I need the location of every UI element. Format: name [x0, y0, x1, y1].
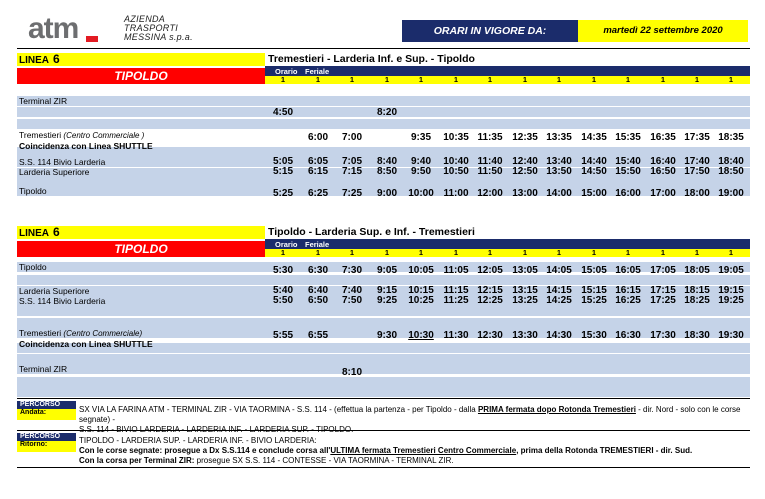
departure-time: 18:35 [718, 132, 744, 143]
column-number: 1 [349, 75, 355, 84]
departure-time: 18:15 [684, 285, 710, 296]
departure-time: 11:05 [443, 265, 469, 276]
column-number: 1 [522, 248, 528, 257]
atm-logo [28, 14, 123, 44]
stop-note: (Centro Commerciale ) [61, 131, 145, 140]
departure-time: 5:55 [272, 330, 293, 341]
stop-name [19, 96, 67, 106]
departure-time: 14:25 [546, 295, 572, 306]
feriale-label: Feriale [305, 67, 330, 76]
svg-text:atm: atm [28, 14, 79, 44]
column-number: 1 [556, 248, 562, 257]
departure-time: 13:35 [546, 132, 572, 143]
divider [17, 467, 750, 468]
departure-time: 11:40 [477, 156, 503, 167]
stop-name [19, 262, 47, 272]
departure-time: 12:15 [477, 285, 503, 296]
column-number: 1 [660, 75, 666, 84]
departure-time: 9:05 [376, 265, 397, 276]
departure-time: 7:50 [341, 295, 362, 306]
column-number: 1 [625, 248, 631, 257]
ritorno-label-box: PERCORSO Ritorno: [17, 433, 76, 452]
column-numbers [265, 76, 750, 84]
departure-time: 19:30 [718, 330, 744, 341]
departure-time: 14:35 [581, 132, 607, 143]
departure-time: 8:50 [376, 166, 397, 177]
departure-time: 17:25 [650, 295, 676, 306]
departure-time: 9:30 [376, 330, 397, 341]
divider [17, 430, 750, 431]
departure-time: 10:15 [408, 285, 434, 296]
column-number: 1 [487, 248, 493, 257]
departure-time: 17:15 [650, 285, 676, 296]
departure-time: 19:05 [718, 265, 744, 276]
departure-time: 18:40 [718, 156, 744, 167]
departure-time: 16:05 [615, 265, 641, 276]
departure-time: 5:15 [272, 166, 293, 177]
departure-time: 14:05 [546, 265, 572, 276]
departure-time: 11:25 [443, 295, 469, 306]
departure-time: 15:05 [581, 265, 607, 276]
departure-time: 9:35 [410, 132, 431, 143]
departure-time: 17:50 [684, 166, 710, 177]
stop-label: Tremestieri [19, 130, 62, 140]
departure-time: 16:00 [615, 188, 641, 199]
column-number: 1 [556, 75, 562, 84]
departure-time: 6:25 [307, 188, 328, 199]
departure-time: 9:50 [410, 166, 431, 177]
stop-name [19, 186, 47, 196]
departure-time: 5:40 [272, 285, 293, 296]
departure-time: 10:00 [408, 188, 434, 199]
row-band [17, 387, 750, 397]
departure-time: 18:50 [718, 166, 744, 177]
stop-name [19, 130, 144, 141]
column-numbers [265, 249, 750, 257]
departure-time: 13:05 [512, 265, 538, 276]
departure-time: 12:05 [477, 265, 503, 276]
departure-time: 18:05 [684, 265, 710, 276]
departure-time: 15:25 [581, 295, 607, 306]
column-number: 1 [728, 75, 734, 84]
departure-time: 5:25 [272, 188, 293, 199]
orario-header [265, 68, 750, 76]
departure-time: 10:35 [443, 132, 469, 143]
column-number: 1 [453, 75, 459, 84]
departure-time: 12:40 [512, 156, 538, 167]
company-name: AZIENDA TRASPORTI MESSINA s.p.a. [124, 14, 193, 42]
stop-label: Terminal ZIR [19, 364, 68, 374]
column-number: 1 [349, 248, 355, 257]
column-number: 1 [315, 248, 321, 257]
departure-time: 5:50 [272, 295, 293, 306]
orario-label: Orario [275, 67, 298, 76]
stop-name [19, 167, 89, 177]
feriale-label: Feriale [305, 240, 330, 249]
stop-label: S.S. 114 Bivio Larderia [19, 157, 106, 167]
departure-time: 11:50 [477, 166, 503, 177]
departure-time: 17:30 [650, 330, 676, 341]
departure-time: 12:30 [477, 330, 503, 341]
row-band [17, 354, 750, 364]
route-title: Tremestieri - Larderia Inf. e Sup. - Tipoldo [268, 53, 475, 65]
departure-time: 13:15 [512, 285, 538, 296]
divider [17, 398, 750, 399]
column-number: 1 [660, 248, 666, 257]
departure-time: 10:50 [443, 166, 469, 177]
departure-time: 13:30 [512, 330, 538, 341]
departure-time: 15:35 [615, 132, 641, 143]
departure-time: 16:15 [615, 285, 641, 296]
stop-name [19, 296, 105, 306]
departure-time: 6:55 [307, 330, 328, 341]
orari-label: ORARI IN VIGORE DA: [402, 20, 578, 42]
departure-time: 8:10 [341, 367, 362, 378]
stop-label: Terminal ZIR [19, 96, 68, 106]
column-number: 1 [384, 248, 390, 257]
row-band [17, 275, 750, 285]
column-number: 1 [728, 248, 734, 257]
departure-time: 18:25 [684, 295, 710, 306]
stop-name [19, 286, 89, 296]
stop-name [19, 364, 67, 374]
departure-time: 15:40 [615, 156, 641, 167]
departure-time: 11:35 [477, 132, 503, 143]
row-band [17, 377, 750, 387]
departure-time: 14:50 [581, 166, 607, 177]
departure-time: 10:30 [408, 330, 434, 341]
stop-label: Larderia Superiore [19, 167, 90, 177]
linea-text: LINEA [19, 55, 49, 66]
divider [17, 48, 750, 49]
linea-text: LINEA [19, 228, 49, 239]
departure-time: 8:20 [376, 107, 397, 118]
column-number: 1 [591, 248, 597, 257]
route-title: Tipoldo - Larderia Sup. e Inf. - Tremestieri [268, 226, 475, 238]
departure-time: 5:05 [272, 156, 293, 167]
orario-header [265, 241, 750, 249]
departure-time: 7:30 [341, 265, 362, 276]
departure-time: 15:15 [581, 285, 607, 296]
departure-time: 9:40 [410, 156, 431, 167]
departure-time: 11:30 [443, 330, 469, 341]
departure-time: 7:00 [341, 132, 362, 143]
column-number: 1 [453, 248, 459, 257]
andata-label-box: PERCORSO Andata: [17, 401, 76, 420]
departure-time: 19:25 [718, 295, 744, 306]
departure-time: 10:25 [408, 295, 434, 306]
departure-time: 9:15 [376, 285, 397, 296]
departure-time: 6:05 [307, 156, 328, 167]
stop-name [19, 328, 142, 339]
departure-time: 18:30 [684, 330, 710, 341]
linea-label [17, 226, 265, 239]
departure-time: 16:40 [650, 156, 676, 167]
departure-time: 15:50 [615, 166, 641, 177]
departure-time: 6:50 [307, 295, 328, 306]
departure-time: 12:00 [477, 188, 503, 199]
column-number: 1 [487, 75, 493, 84]
orario-label: Orario [275, 240, 298, 249]
destination-banner: TIPOLDO [17, 68, 265, 84]
column-number: 1 [418, 75, 424, 84]
departure-time: 14:30 [546, 330, 572, 341]
column-number: 1 [591, 75, 597, 84]
departure-time: 17:35 [684, 132, 710, 143]
departure-time: 11:15 [443, 285, 469, 296]
departure-time: 13:25 [512, 295, 538, 306]
departure-time: 13:00 [512, 188, 538, 199]
ritorno-text: TIPOLDO - LARDERIA SUP. - LARDERIA INF. - BIVIO LARDERIA: Con le corse segnate: prosegue a Dx S.S.114 e conclude corsa all'ULTIMA fermata Tremestieri Centro Commerciale, prima della Rotonda TREMESTIERI - dir. Sud. Con la corsa per Terminal ZIR: prosegue SX S.S. 114 - CONTESSE - VIA TAORMINA - TERMINAL ZIR. [79, 436, 693, 465]
row-band [17, 96, 750, 106]
column-number: 1 [315, 75, 321, 84]
departure-time: 12:35 [512, 132, 538, 143]
linea-number: 6 [53, 52, 60, 66]
departure-time: 13:50 [546, 166, 572, 177]
departure-time: 14:00 [546, 188, 572, 199]
column-number: 1 [384, 75, 390, 84]
departure-time: 7:25 [341, 188, 362, 199]
departure-time: 11:00 [443, 188, 469, 199]
departure-time: 7:15 [341, 166, 362, 177]
departure-time: 16:25 [615, 295, 641, 306]
column-number: 1 [694, 248, 700, 257]
column-number: 1 [280, 248, 286, 257]
stop-label: Tipoldo [19, 186, 47, 196]
departure-time: 13:40 [546, 156, 572, 167]
linea-number: 6 [53, 225, 60, 239]
departure-time: 6:15 [307, 166, 328, 177]
departure-time: 5:30 [272, 265, 293, 276]
departure-time: 9:25 [376, 295, 397, 306]
departure-time: 4:50 [272, 107, 293, 118]
shuttle-connection: Coincidenza con Linea SHUTTLE [19, 339, 153, 349]
departure-time: 15:30 [581, 330, 607, 341]
departure-time: 7:05 [341, 156, 362, 167]
row-band [17, 364, 750, 374]
stop-label: Larderia Superiore [19, 286, 90, 296]
row-band [17, 119, 750, 129]
departure-time: 9:00 [376, 188, 397, 199]
departure-time: 12:25 [477, 295, 503, 306]
stop-label: S.S. 114 Bivio Larderia [19, 296, 106, 306]
shuttle-connection: Coincidenza con Linea SHUTTLE [19, 141, 153, 151]
departure-time: 17:00 [650, 188, 676, 199]
row-band [17, 176, 750, 186]
departure-time: 16:35 [650, 132, 676, 143]
effective-date: martedì 22 settembre 2020 [578, 20, 748, 42]
column-number: 1 [625, 75, 631, 84]
destination-banner: TIPOLDO [17, 241, 265, 257]
stop-note: (Centro Commerciale) [61, 329, 143, 338]
departure-time: 19:00 [718, 188, 744, 199]
departure-time: 14:40 [581, 156, 607, 167]
departure-time: 16:50 [650, 166, 676, 177]
departure-time: 19:15 [718, 285, 744, 296]
column-number: 1 [418, 248, 424, 257]
stop-name [19, 157, 105, 167]
stop-label: Tremestieri [19, 328, 62, 338]
column-number: 1 [694, 75, 700, 84]
departure-time: 6:00 [307, 132, 328, 143]
stop-label: Tipoldo [19, 262, 47, 272]
departure-time: 10:05 [408, 265, 434, 276]
departure-time: 12:50 [512, 166, 538, 177]
departure-time: 18:00 [684, 188, 710, 199]
departure-time: 6:40 [307, 285, 328, 296]
departure-time: 10:40 [443, 156, 469, 167]
andata-text: SX VIA LA FARINA ATM - TERMINAL ZIR - VIA TAORMINA - S.S. 114 - (effettua la partenza - per Tipoldo - dalla PRIMA fermata dopo Rotonda Tremestieri - dir. Nord - solo con le corse segnate) - [79, 405, 741, 424]
departure-time: 17:40 [684, 156, 710, 167]
departure-time: 6:30 [307, 265, 328, 276]
row-band [17, 318, 750, 328]
column-number: 1 [522, 75, 528, 84]
linea-label [17, 53, 265, 66]
row-band [17, 306, 750, 316]
departure-time: 16:30 [615, 330, 641, 341]
departure-time: 17:05 [650, 265, 676, 276]
column-number: 1 [280, 75, 286, 84]
departure-time: 7:40 [341, 285, 362, 296]
departure-time: 14:15 [546, 285, 572, 296]
departure-time: 8:40 [376, 156, 397, 167]
departure-time: 15:00 [581, 188, 607, 199]
